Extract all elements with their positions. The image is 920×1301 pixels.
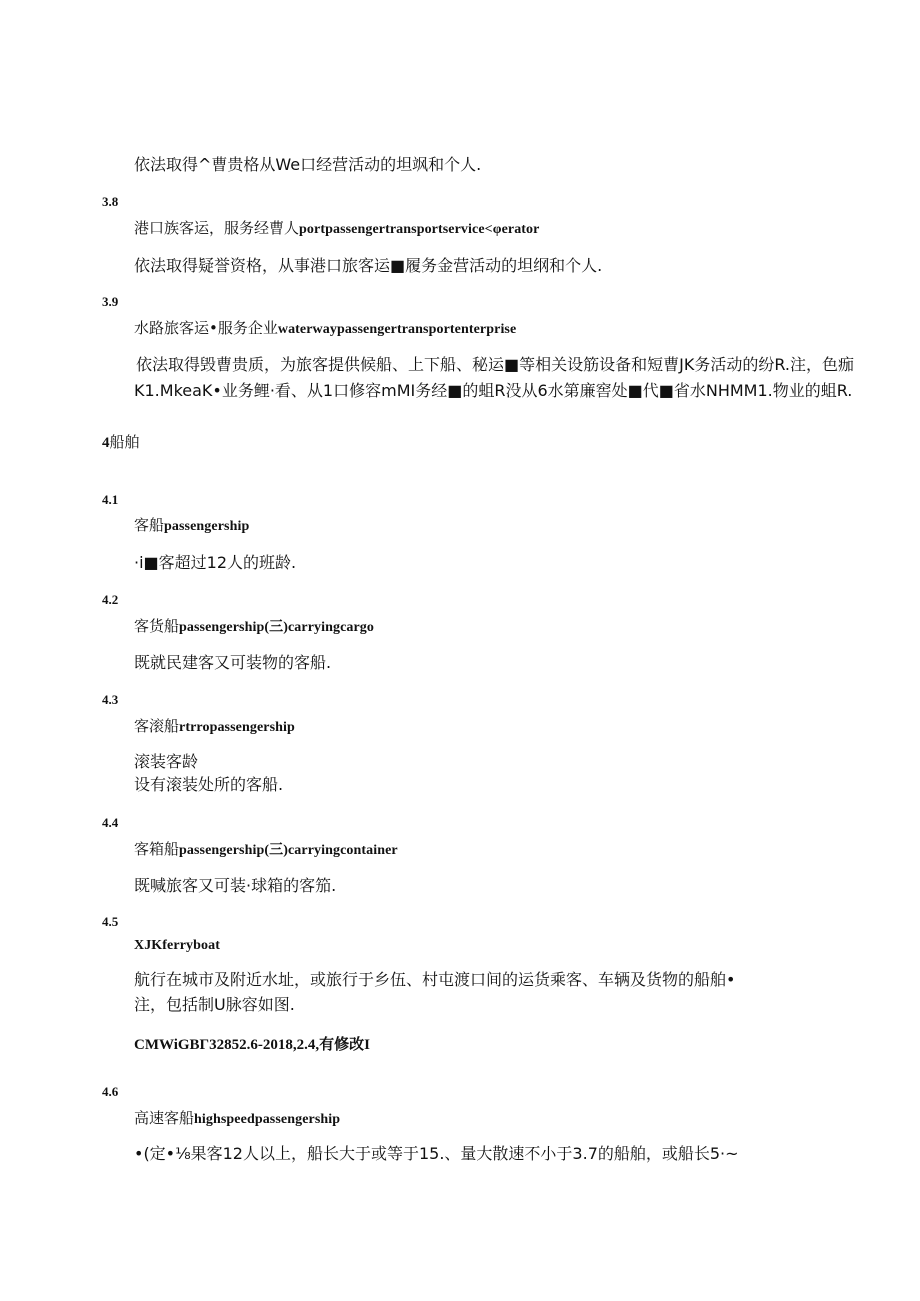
- synonym-text: 滚装客龄: [134, 752, 199, 771]
- term-heading: [134, 619, 374, 635]
- term-english: rtrropassengership: [179, 720, 295, 735]
- term-english: passengership(三)carryingcontainer: [179, 843, 398, 858]
- term-chinese: 客滚船: [134, 717, 180, 735]
- source-reference: CMWiGBΓ32852.6-2018,2.4,有修改I: [134, 1037, 370, 1053]
- definition-text: ·i■客超过12人的班龄.: [134, 553, 297, 572]
- clause-number: 4.1: [102, 492, 119, 507]
- clause-number: 4.2: [102, 592, 119, 607]
- term-chinese: 港口族客运，服务经曹人: [134, 219, 300, 237]
- term-heading: [134, 719, 295, 735]
- term-english: portpassengertransportservice<φerator: [299, 222, 540, 237]
- clause-number: 3.9: [102, 294, 119, 309]
- term-english: highspeedpassengership: [194, 1112, 341, 1127]
- definition-text: K1.MkeaK•业务鲤·看、从1口修容mMI务经■的蛆R没从6水第廉窖处■代■省水NHMM1.物业的蛆R.: [134, 381, 853, 400]
- term-chinese: 高速客船: [134, 1109, 195, 1127]
- definition-text: 航行在城市及附近水址，或旅行于乡伍、村屯渡口间的运货乘客、车辆及货物的船舶•: [134, 970, 736, 989]
- clause-number: 4.6: [102, 1084, 119, 1099]
- clause-number: 4.5: [102, 914, 119, 929]
- term-heading: [134, 221, 539, 237]
- note-text: 注，包括制U脉容如图.: [134, 995, 295, 1014]
- clause-number: 4.4: [102, 815, 119, 830]
- term-chinese: 客船: [134, 516, 165, 534]
- definition-text: •(定•⅛果客12人以上，船长大于或等于15.、量大散速不小于3.7的船舶，或船长5·~: [134, 1144, 739, 1163]
- definition-text: 依法取得毁曹贵质，为旅客提供候船、上下船、秘运■等相关设筋设备和短曹JK务活动的纷R.注，色痂: [136, 355, 854, 374]
- term-chinese: 客箱船: [134, 840, 180, 858]
- term-english: passengership: [164, 519, 250, 534]
- definition-text: 依法取得^曹贵格从We口经营活动的坦飒和个人.: [134, 155, 482, 174]
- section-title: 船舶: [109, 433, 140, 451]
- definition-text: 设有滚装处所的客船.: [134, 775, 284, 794]
- term-chinese: 客货船: [134, 617, 180, 635]
- section-number: 4: [102, 435, 110, 451]
- definition-text: 既喊旅客又可装·球箱的客笳.: [134, 876, 337, 895]
- definition-text: 既就民建客又可装物的客船.: [134, 653, 332, 672]
- term-english: XJKferryboat: [134, 938, 220, 953]
- term-heading: [134, 518, 249, 534]
- term-heading: [134, 1111, 340, 1127]
- term-heading: [134, 842, 398, 858]
- term-english: passengership(三)carryingcargo: [179, 620, 375, 635]
- term-english: waterwaypassengertransportenterprise: [277, 322, 517, 337]
- section-heading: [102, 435, 140, 451]
- term-heading: [134, 937, 220, 953]
- term-chinese: 水路旅客运•服务企业: [134, 319, 278, 337]
- clause-number: 4.3: [102, 692, 119, 707]
- definition-text: 依法取得疑誉资格，从事港口旅客运■履务金营活动的坦纲和个人.: [134, 256, 603, 275]
- term-heading: [134, 321, 516, 337]
- clause-number: 3.8: [102, 194, 119, 209]
